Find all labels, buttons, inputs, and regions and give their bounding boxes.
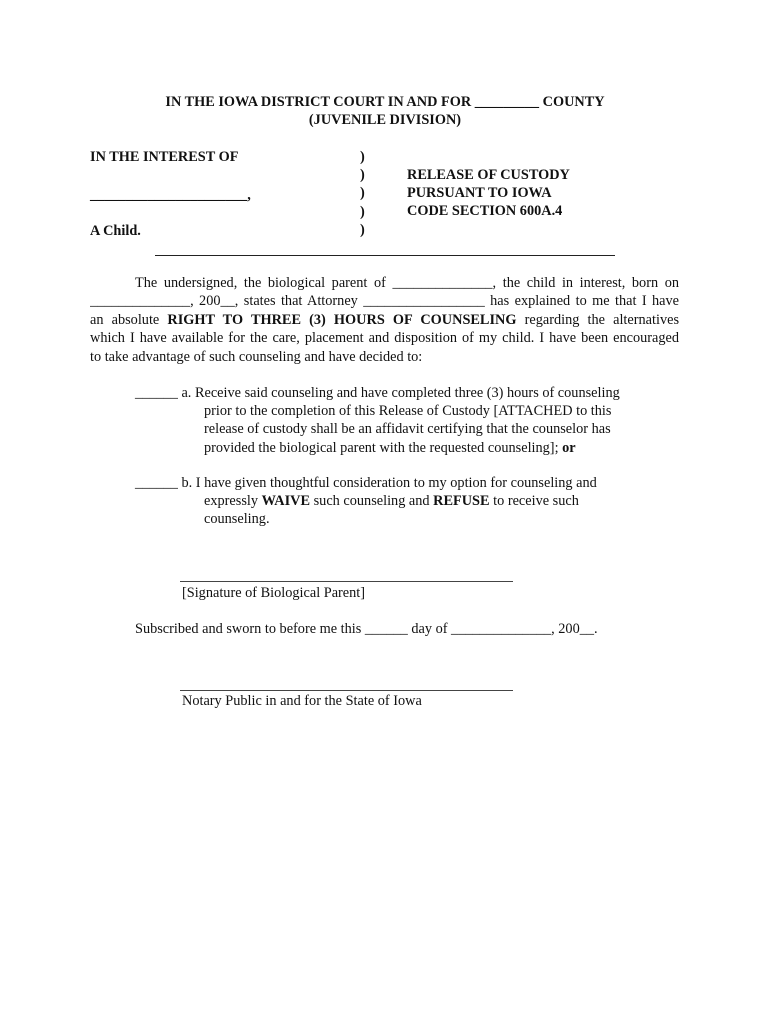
option-b-line: ______ b. I have given thoughtful consideration to my option for counseling and — [135, 475, 597, 491]
paragraph-line: an absolute RIGHT TO THREE (3) HOURS OF COUNSELING regarding the alternatives — [90, 311, 679, 328]
caption-paren-column — [360, 148, 380, 239]
or-emphasis: or — [562, 439, 576, 456]
in-interest-label: IN THE INTEREST OF — [90, 149, 239, 165]
document-title-block — [407, 166, 570, 221]
option-b — [135, 474, 597, 529]
division-heading: (JUVENILE DIVISION) — [308, 112, 462, 128]
counseling-right-emphasis: RIGHT TO THREE (3) HOURS OF COUNSELING — [167, 311, 517, 328]
caption-paren: ) — [360, 221, 365, 238]
option-b-line: expressly WAIVE such counseling and REFUSE to receive such — [204, 493, 579, 510]
signature-line — [180, 581, 513, 582]
signature-label: [Signature of Biological Parent] — [182, 585, 366, 601]
court-heading: IN THE IOWA DISTRICT COURT IN AND FOR _________ COUNTY — [165, 94, 605, 110]
caption-paren: ) — [360, 185, 365, 202]
option-a-line: ______ a. Receive said counseling and have completed three (3) hours of counseling — [135, 385, 620, 401]
refuse-emphasis: REFUSE — [433, 493, 490, 510]
notary-label: Notary Public in and for the State of Iowa — [182, 693, 422, 709]
child-name-blank: ______________________, — [90, 187, 251, 203]
body-paragraph — [90, 274, 679, 366]
document-title-line: PURSUANT TO IOWA — [407, 185, 552, 202]
caption-paren: ) — [360, 167, 365, 184]
document-title-line: RELEASE OF CUSTODY — [407, 167, 570, 183]
caption-divider — [155, 255, 615, 256]
paragraph-line: which I have available for the care, placement and disposition of my child. I have been encouraged — [90, 330, 679, 347]
paragraph-line: to take advantage of such counseling and have decided to: — [90, 348, 423, 365]
sworn-statement: Subscribed and sworn to before me this ______ day of ______________, 200__. — [135, 621, 598, 637]
paragraph-line: The undersigned, the biological parent of ______________, the child in interest, born on — [135, 275, 679, 291]
caption-paren: ) — [360, 203, 365, 220]
waive-emphasis: WAIVE — [261, 493, 311, 510]
option-b-line: counseling. — [204, 511, 270, 528]
paragraph-line: ______________, 200__, states that Attorney _________________ has explained to me that I have — [90, 293, 679, 310]
option-a-line: prior to the completion of this Release of Custody [ATTACHED to this — [204, 403, 612, 420]
option-a-line: release of custody shall be an affidavit certifying that the counselor has — [204, 421, 611, 438]
a-child-label: A Child. — [90, 223, 141, 239]
notary-signature-line — [180, 690, 513, 691]
option-a-line: provided the biological parent with the requested counseling]; or — [204, 439, 576, 456]
option-a — [135, 384, 620, 457]
document-title-line: CODE SECTION 600A.4 — [407, 203, 563, 220]
caption-paren: ) — [360, 149, 365, 165]
